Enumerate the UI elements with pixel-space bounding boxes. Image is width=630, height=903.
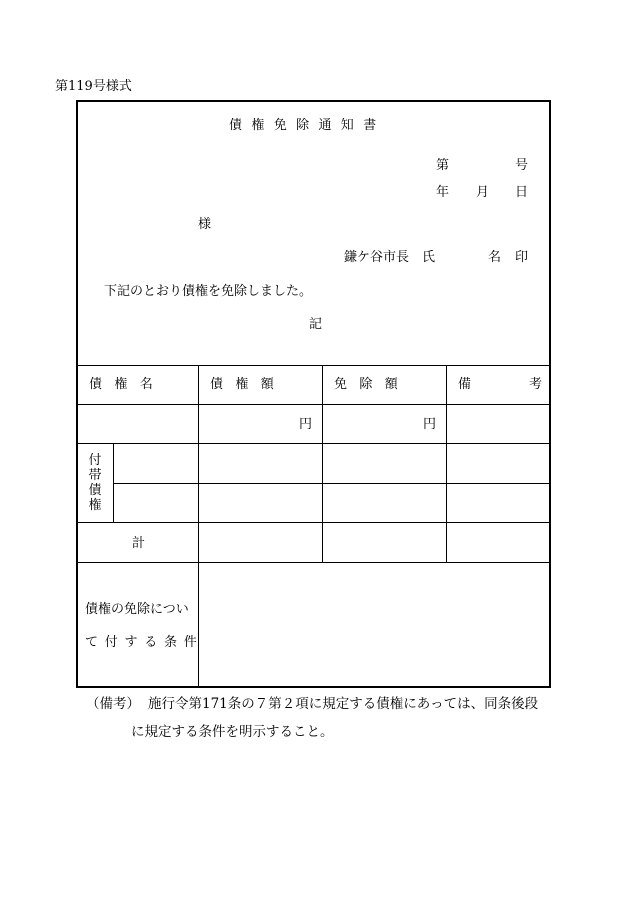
issuer-name-label: 名 bbox=[488, 250, 502, 265]
futai-char: 帯 bbox=[88, 468, 102, 483]
table-top-line bbox=[77, 365, 551, 366]
header-biko-char2: 考 bbox=[528, 377, 542, 392]
addressee-suffix: 様 bbox=[198, 217, 212, 232]
date-year: 年 bbox=[436, 185, 450, 200]
form-number: 第119号様式 bbox=[55, 79, 132, 94]
number-dai: 第 bbox=[436, 158, 450, 173]
date-month: 月 bbox=[476, 185, 490, 200]
conditions-label-line2: て付する条件 bbox=[85, 635, 204, 650]
header-bottom-line bbox=[77, 404, 551, 405]
remarks-line1: 施行令第171条の７第２項に規定する債権にあっては、同条後段 bbox=[148, 696, 539, 712]
header-menjo-gaku: 免除額 bbox=[334, 377, 411, 392]
ki-label: 記 bbox=[309, 317, 323, 332]
conditions-label-line1: 債権の免除につい bbox=[85, 602, 189, 617]
col3-line bbox=[446, 365, 447, 562]
issuer-title: 鎌ケ谷市長 氏 bbox=[344, 250, 436, 265]
document-title: 債権免除通知書 bbox=[229, 118, 386, 133]
remarks-line2: に規定する条件を明示すること。 bbox=[131, 724, 334, 740]
yen-unit-saiken: 円 bbox=[299, 417, 313, 432]
futai-char: 付 bbox=[88, 453, 102, 468]
header-saiken-gaku: 債権額 bbox=[210, 377, 287, 392]
futai-mid-line bbox=[113, 483, 551, 484]
futai-saiken-label bbox=[87, 453, 103, 513]
futai-divider-line bbox=[113, 443, 114, 522]
total-bottom-line bbox=[77, 562, 551, 563]
futai-bottom-line bbox=[77, 522, 551, 523]
body-text: 下記のとおり債権を免除しました。 bbox=[104, 284, 313, 299]
row1-bottom-line bbox=[77, 443, 551, 444]
futai-char: 権 bbox=[88, 498, 102, 513]
number-go: 号 bbox=[515, 158, 529, 173]
col2-line bbox=[322, 365, 323, 562]
header-saiken-mei: 債権名 bbox=[89, 377, 166, 392]
seal-mark: 印 bbox=[515, 250, 529, 265]
remarks-label: （備考） bbox=[86, 696, 140, 712]
header-biko-char1: 備 bbox=[458, 377, 472, 392]
date-day: 日 bbox=[515, 185, 529, 200]
yen-unit-menjo: 円 bbox=[423, 417, 437, 432]
futai-char: 債 bbox=[88, 483, 102, 498]
total-label: 計 bbox=[132, 536, 146, 551]
